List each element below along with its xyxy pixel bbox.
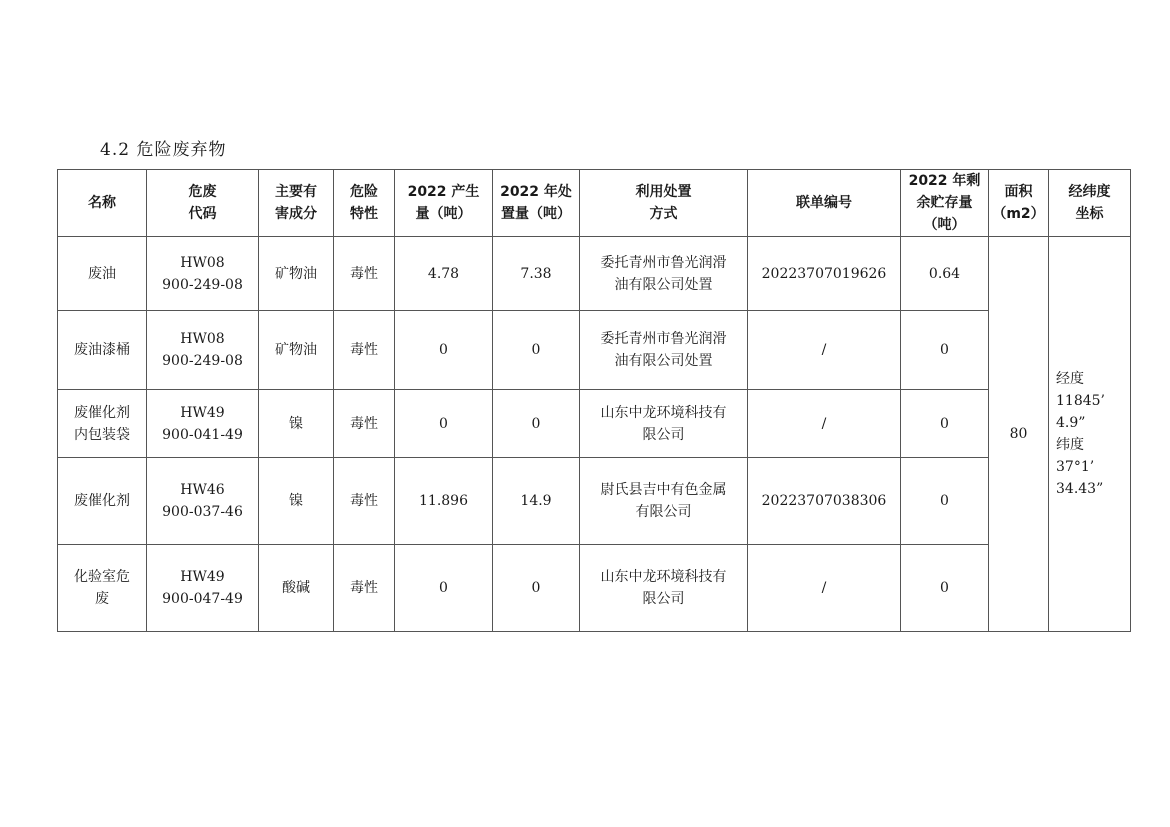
cell-line: 2022 产生 xyxy=(407,184,480,200)
table-row xyxy=(58,545,1131,632)
cell-line: 900-037-46 xyxy=(162,504,243,520)
column-header-remaining xyxy=(901,170,989,237)
disposal-method-cell xyxy=(580,545,748,632)
waste-name-cell xyxy=(58,311,147,390)
cell-line: 委托青州市鲁光润滑 xyxy=(600,254,727,271)
remaining-storage-cell: 0 xyxy=(901,311,989,390)
cell-line: 900-047-49 xyxy=(162,591,243,607)
cell-line: 危废 xyxy=(188,184,217,200)
component-cell: 矿物油 xyxy=(259,311,334,390)
cell-line: 方式 xyxy=(649,206,678,222)
cell-line: （吨） xyxy=(923,217,966,233)
column-header-disposed xyxy=(493,170,580,237)
column-header-produced xyxy=(395,170,493,237)
remaining-storage-cell: 0 xyxy=(901,545,989,632)
cell-line: 4.9” xyxy=(1056,415,1086,431)
cell-line: 废催化剂 xyxy=(74,404,130,421)
cell-line: 废催化剂 xyxy=(74,493,130,509)
cell-line: 内包装袋 xyxy=(74,426,130,443)
hazardous-waste-table xyxy=(57,169,1131,632)
cell-line: 余贮存量 xyxy=(916,195,973,211)
cell-line: （m2） xyxy=(992,206,1045,222)
column-header-method xyxy=(580,170,748,237)
cell-line: 废油漆桶 xyxy=(74,342,130,358)
waste-code-cell xyxy=(147,390,259,458)
cell-line: 山东中龙环境科技有 xyxy=(600,404,727,421)
disposed-cell: 0 xyxy=(493,545,580,632)
table-row xyxy=(58,311,1131,390)
cell-line: HW08 xyxy=(180,331,225,347)
column-header-area xyxy=(989,170,1049,237)
column-header-manifest xyxy=(748,170,901,237)
cell-line: 油有限公司处置 xyxy=(614,276,713,293)
cell-line: 害成分 xyxy=(275,206,317,222)
coordinates-cell xyxy=(1049,237,1131,632)
disposal-method-cell xyxy=(580,237,748,311)
cell-line: 主要有 xyxy=(275,184,317,200)
column-header-code xyxy=(147,170,259,237)
cell-line: 化验室危 xyxy=(74,569,130,585)
disposed-cell: 14.9 xyxy=(493,458,580,545)
cell-line: 900-041-49 xyxy=(162,426,243,443)
cell-line: 尉氏县吉中有色金属 xyxy=(600,482,727,498)
waste-name-cell xyxy=(58,237,147,311)
remaining-storage-cell: 0.64 xyxy=(901,237,989,311)
disposed-cell: 7.38 xyxy=(493,237,580,311)
manifest-number-cell: / xyxy=(748,311,901,390)
manifest-number-cell: / xyxy=(748,545,901,632)
component-cell: 镍 xyxy=(259,390,334,458)
cell-line: 名称 xyxy=(88,195,116,211)
cell-line: 限公司 xyxy=(642,591,685,607)
table-header-row xyxy=(58,170,1131,237)
cell-line: HW49 xyxy=(180,404,225,421)
cell-line: 代码 xyxy=(188,206,217,222)
cell-line: 37°1’ xyxy=(1056,459,1095,475)
column-header-coordinates xyxy=(1049,170,1131,237)
disposal-method-cell xyxy=(580,311,748,390)
cell-line: 委托青州市鲁光润滑 xyxy=(600,331,727,347)
cell-line: 34.43” xyxy=(1056,481,1104,497)
produced-cell: 0 xyxy=(395,390,493,458)
cell-line: 900-249-08 xyxy=(162,353,243,369)
cell-line: 特性 xyxy=(350,206,378,222)
disposed-cell: 0 xyxy=(493,390,580,458)
cell-line: HW46 xyxy=(180,482,225,498)
cell-line: 废油 xyxy=(88,265,116,282)
cell-line: 坐标 xyxy=(1075,206,1104,222)
waste-code-cell xyxy=(147,237,259,311)
disposal-method-cell xyxy=(580,458,748,545)
section-title: 4.2 危险废弃物 xyxy=(100,140,227,160)
property-cell: 毒性 xyxy=(334,390,395,458)
produced-cell: 11.896 xyxy=(395,458,493,545)
cell-line: 2022 年处 xyxy=(500,184,572,200)
cell-line: 山东中龙环境科技有 xyxy=(600,569,727,585)
component-cell: 镍 xyxy=(259,458,334,545)
manifest-number-cell: 20223707019626 xyxy=(748,237,901,311)
cell-line: HW49 xyxy=(180,569,225,585)
cell-line: 2022 年剩 xyxy=(908,173,981,189)
disposed-cell: 0 xyxy=(493,311,580,390)
component-cell: 矿物油 xyxy=(259,237,334,311)
remaining-storage-cell: 0 xyxy=(901,390,989,458)
cell-line: 有限公司 xyxy=(635,504,692,520)
manifest-number-cell: / xyxy=(748,390,901,458)
waste-name-cell xyxy=(58,390,147,458)
cell-line: HW08 xyxy=(180,254,225,271)
cell-line: 油有限公司处置 xyxy=(614,353,713,369)
cell-line: 利用处置 xyxy=(635,184,692,200)
property-cell: 毒性 xyxy=(334,237,395,311)
manifest-number-cell: 20223707038306 xyxy=(748,458,901,545)
produced-cell: 0 xyxy=(395,545,493,632)
cell-line: 限公司 xyxy=(642,426,685,443)
cell-line: 纬度 xyxy=(1056,437,1084,453)
component-cell: 酸碱 xyxy=(259,545,334,632)
disposal-method-cell xyxy=(580,390,748,458)
remaining-storage-cell: 0 xyxy=(901,458,989,545)
cell-line: 废 xyxy=(95,591,109,607)
column-header-component xyxy=(259,170,334,237)
property-cell: 毒性 xyxy=(334,311,395,390)
area-cell: 80 xyxy=(989,237,1049,632)
waste-code-cell xyxy=(147,311,259,390)
waste-code-cell xyxy=(147,458,259,545)
waste-name-cell xyxy=(58,545,147,632)
cell-line: 经度 xyxy=(1056,371,1084,387)
cell-line: 经纬度 xyxy=(1068,184,1111,200)
column-header-property xyxy=(334,170,395,237)
cell-line: 危险 xyxy=(350,184,378,200)
cell-line: 量（吨） xyxy=(415,206,472,222)
cell-line: 置量（吨） xyxy=(501,206,571,222)
cell-line: 900-249-08 xyxy=(162,276,243,293)
waste-name-cell xyxy=(58,458,147,545)
table-row xyxy=(58,237,1131,311)
waste-code-cell xyxy=(147,545,259,632)
property-cell: 毒性 xyxy=(334,545,395,632)
property-cell: 毒性 xyxy=(334,458,395,545)
produced-cell: 4.78 xyxy=(395,237,493,311)
cell-line: 11845’ xyxy=(1056,393,1105,409)
table-row xyxy=(58,390,1131,458)
cell-line: 联单编号 xyxy=(796,195,852,211)
produced-cell: 0 xyxy=(395,311,493,390)
table-row xyxy=(58,458,1131,545)
column-header-name xyxy=(58,170,147,237)
cell-line: 面积 xyxy=(1004,184,1033,200)
